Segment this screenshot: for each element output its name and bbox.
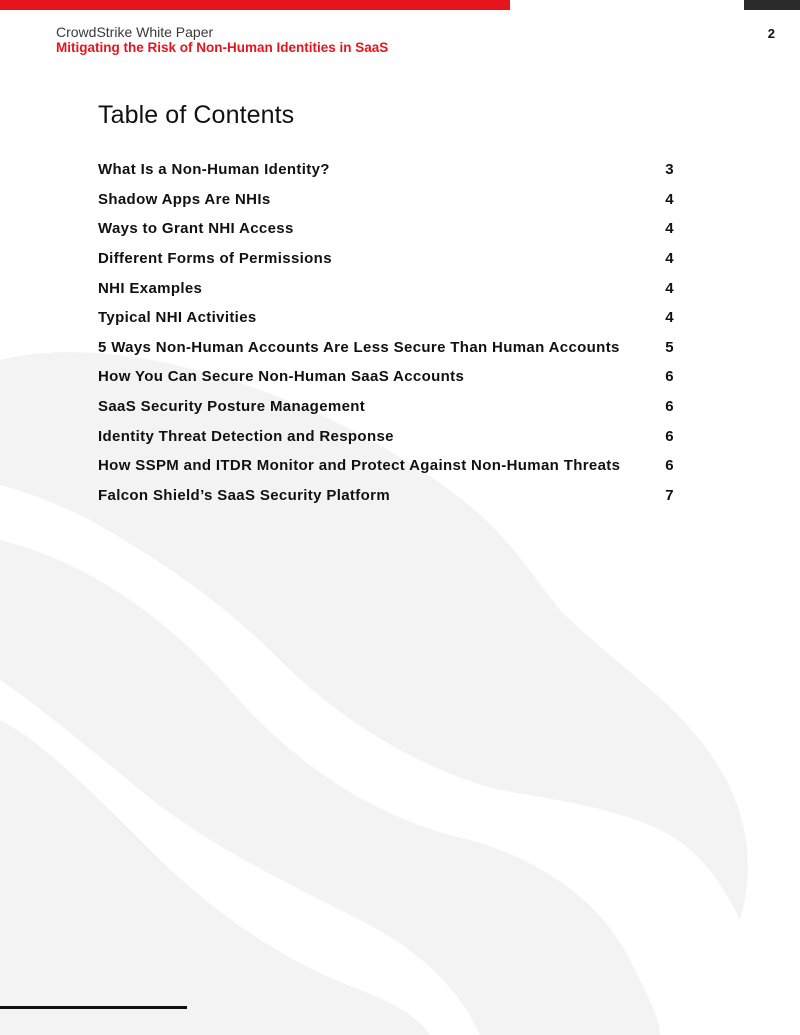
toc-item-label: What Is a Non-Human Identity?	[98, 161, 330, 179]
toc-item-page: 3	[665, 161, 674, 179]
toc-item-page: 4	[665, 190, 674, 208]
toc-item[interactable]	[98, 244, 674, 274]
toc-item-label: Ways to Grant NHI Access	[98, 220, 294, 238]
toc-item[interactable]	[98, 421, 674, 451]
page-number: 2	[767, 26, 775, 41]
bottom-rule	[0, 1006, 187, 1009]
toc-item-label: Different Forms of Permissions	[98, 250, 332, 268]
toc-item-label: How You Can Secure Non-Human SaaS Accounts	[98, 368, 465, 386]
toc-item[interactable]	[98, 185, 674, 215]
toc-item[interactable]	[98, 333, 674, 363]
toc-item-page: 6	[665, 398, 674, 416]
toc-item-page: 6	[665, 368, 674, 386]
toc-item-page: 6	[665, 427, 674, 445]
toc-item-page: 4	[665, 250, 674, 268]
toc-item[interactable]	[98, 155, 674, 185]
toc-item[interactable]	[98, 481, 674, 511]
toc-title: Table of Contents	[98, 101, 295, 129]
toc-item-page: 6	[665, 457, 674, 475]
toc-item[interactable]	[98, 214, 674, 244]
toc-item-page: 4	[665, 220, 674, 238]
toc-list	[98, 155, 674, 510]
toc-item-page: 4	[665, 309, 674, 327]
toc-item-label: Typical NHI Activities	[98, 309, 257, 327]
toc-item-label: 5 Ways Non-Human Accounts Are Less Secure Than Human Accounts	[98, 338, 620, 356]
brand-line: CrowdStrike White Paper	[56, 24, 214, 40]
toc-item-label: Shadow Apps Are NHIs	[98, 190, 271, 208]
toc-item-label: SaaS Security Posture Management	[98, 398, 366, 416]
toc-item-page: 4	[665, 279, 674, 297]
toc-item[interactable]	[98, 451, 674, 481]
toc-item-page: 5	[665, 338, 674, 356]
toc-item-label: Falcon Shield’s SaaS Security Platform	[98, 486, 391, 504]
document-title: Mitigating the Risk of Non-Human Identities in SaaS	[56, 40, 389, 55]
toc-item-label: Identity Threat Detection and Response	[98, 427, 394, 445]
toc-item[interactable]	[98, 273, 674, 303]
toc-item-label: NHI Examples	[98, 279, 203, 297]
page-header	[56, 24, 388, 56]
toc-item[interactable]	[98, 362, 674, 392]
toc-item-page: 7	[665, 486, 674, 504]
toc-item[interactable]	[98, 303, 674, 333]
toc-item-label: How SSPM and ITDR Monitor and Protect Against Non-Human Threats	[98, 457, 621, 475]
toc-item[interactable]	[98, 392, 674, 422]
